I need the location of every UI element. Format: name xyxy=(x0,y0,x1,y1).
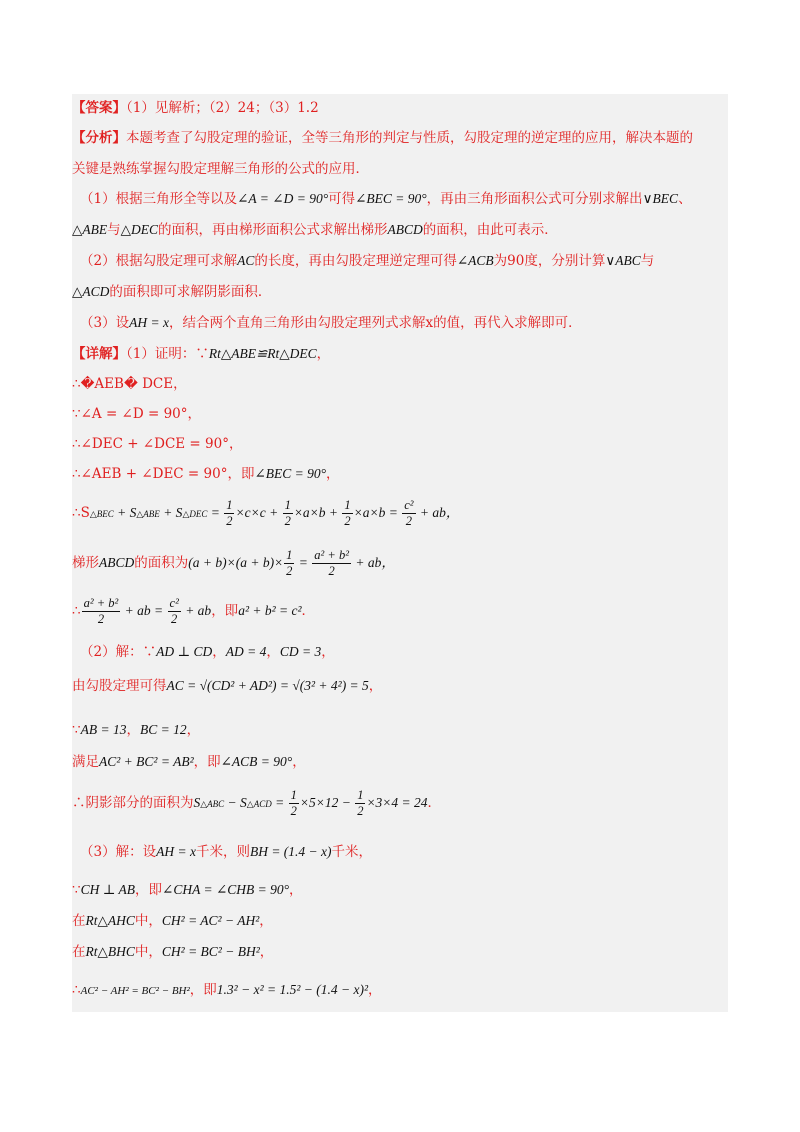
analysis-line-2: 关键是熟练掌握勾股定理解三角形的公式的应用． xyxy=(72,161,369,177)
analysis-p2-line-1: （2）根据勾股定理可求解AC的长度，再由勾股定理逆定理可得∠ACB为90度，分别计算∨ABC与 xyxy=(80,253,655,269)
fraction: $\frac{1}{2}$ xyxy=(357,788,364,818)
detail-line-2: ∴�AEB� DCE， xyxy=(72,376,187,392)
detail-line-6: ∴S△BEC + S△ABE + S△DEC = $\frac{1}{2}$ ×c×c + $\frac{1}{2}$ ×a×b + $\frac{1}{2}$ ×a×b = $\frac{\text{c²}}{2}$ + ab， xyxy=(72,498,460,528)
analysis-p3-line: （3）设AH = x，结合两个直角三角形由勾股定理列式求解x的值，再代入求解即可． xyxy=(80,315,582,331)
detail-line-4: ∴∠DEC + ∠DCE = 90°， xyxy=(72,436,243,452)
fraction: $\frac{\text{c²}}{2}$ xyxy=(169,596,179,626)
fraction: $\frac{1}{2}$ xyxy=(286,548,293,578)
detail-line-17: 在Rt△BHC中，CH² = BC² − BH²， xyxy=(72,944,274,960)
answer-tag: 【答案】 xyxy=(72,100,126,116)
analysis-p1-line-2: △ABE与△DEC的面积，再由梯形面积公式求解出梯形ABCD的面积，由此可表示． xyxy=(72,222,558,238)
detail-line-16: 在Rt△AHC中，CH² = AC² − AH²， xyxy=(72,913,273,929)
detail-line-10: 由勾股定理可得AC = √(CD² + AD²) = √(3² + 4²) = 5， xyxy=(72,678,383,694)
fraction: $\frac{\text{a² + b²}}{2}$ xyxy=(83,596,119,626)
detail-line-14: （3）解：设AH = x千米，则BH = (1.4 − x)千米， xyxy=(80,844,373,860)
answer-text: （1）见解析；（2）24；（3）1.2 xyxy=(126,100,319,116)
detail-line-11: ∵AB = 13，BC = 12， xyxy=(72,722,201,738)
detail-line-15: ∵CH ⊥ AB，即∠CHA = ∠CHB = 90°， xyxy=(72,882,303,898)
detail-line-5: ∴∠AEB + ∠DEC = 90°，即∠BEC = 90°， xyxy=(72,466,340,482)
detail-line-12: 满足AC² + BC² = AB²，即∠ACB = 90°， xyxy=(72,754,306,770)
detail-line-7: 梯形ABCD的面积为(a + b)×(a + b)× $\frac{1}{2}$ = $\frac{\text{a² + b²}}{2}$ + ab， xyxy=(72,548,395,578)
detail-tag: 【详解】 xyxy=(72,346,126,362)
detail-line-13: ∴阴影部分的面积为S△ABC − S△ACD = $\frac{1}{2}$ ×5×12 − $\frac{1}{2}$ ×3×4 = 24． xyxy=(72,788,442,818)
detail-line-8: ∴ $\frac{\text{a² + b²}}{2}$ + ab = $\frac{\text{c²}}{2}$ + ab，即a² + b² = c²． xyxy=(72,596,316,626)
fraction: $\frac{1}{2}$ xyxy=(226,498,233,528)
detail-line-1: 【详解】（1）证明：∵Rt△ABE≌Rt△DEC， xyxy=(72,346,331,362)
fraction: $\frac{1}{2}$ xyxy=(344,498,351,528)
analysis-p2-line-2: △ACD的面积即可求解阴影面积． xyxy=(72,284,272,300)
fraction: $\frac{\text{c²}}{2}$ xyxy=(404,498,414,528)
analysis-p1-line-1: （1）根据三角形全等以及∠A = ∠D = 90°可得∠BEC = 90°，再由三角形面积公式可分别求解出∨BEC、 xyxy=(80,191,692,207)
fraction: $\frac{1}{2}$ xyxy=(284,498,291,528)
analysis-line-1: 【分析】本题考查了勾股定理的验证，全等三角形的判定与性质，勾股定理的逆定理的应用，解决本题的 xyxy=(72,130,693,146)
fraction: $\frac{1}{2}$ xyxy=(290,788,297,818)
detail-line-18: ∴AC² − AH² = BC² − BH²，即1.3² − x² = 1.5² − (1.4 − x)²， xyxy=(72,982,382,998)
detail-line-9: （2）解：∵AD ⊥ CD，AD = 4，CD = 3， xyxy=(80,644,335,660)
analysis-tag: 【分析】 xyxy=(72,130,126,146)
detail-line-3: ∵∠A = ∠D = 90°， xyxy=(72,406,202,422)
answer-line xyxy=(72,98,728,118)
fraction: $\frac{\text{a² + b²}}{2}$ xyxy=(314,548,349,578)
